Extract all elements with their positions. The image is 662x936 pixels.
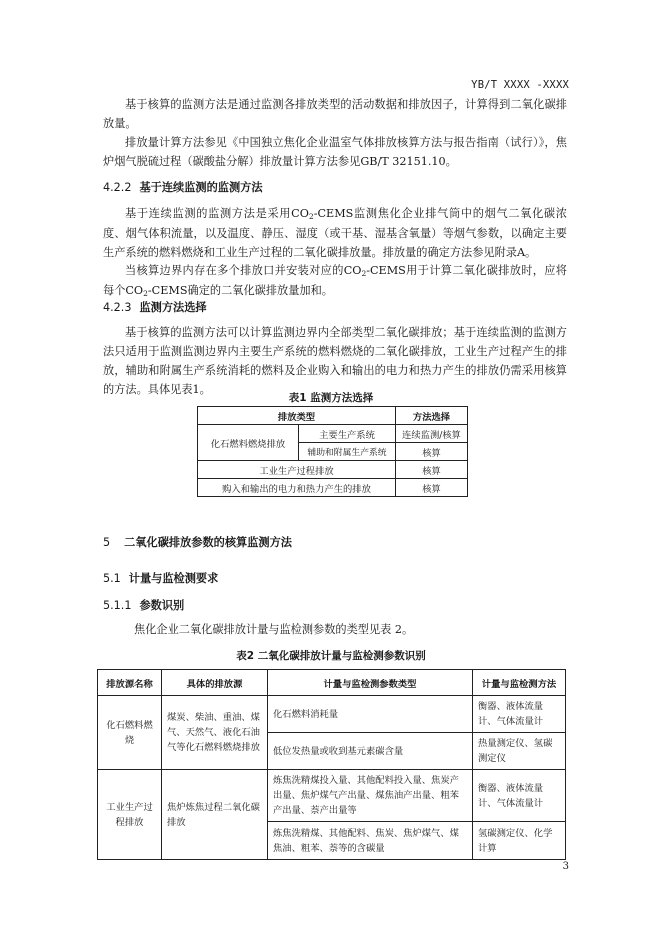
section-title: 参数识别 (139, 599, 185, 612)
section-number: 5 (103, 536, 111, 549)
header-param-type: 计量与监检测参数类型 (268, 670, 473, 696)
cell-power-method: 核算 (396, 479, 468, 497)
section-4-2-3-heading (103, 299, 207, 315)
section-number: 4.2.3 (103, 301, 132, 314)
cell-fossil-name: 化石燃料燃烧 (98, 696, 162, 770)
cell-fossil-source: 煤炭、柴油、重油、煤气、天然气、液化石油气等化石燃料燃烧排放 (162, 696, 268, 770)
paragraph-method-select: 基于核算的监测方法可以计算监测边界内全部类型二氧化碳排放；基于连续监测的监测方法只适用于监测监测边界内主要生产系统的燃料燃烧的二氧化碳排放，工业生产过程产生的排放，辅助和附属生产系统消耗的燃料及企业购入和输出的电力和热力产生的排放仍需采用核算的方法。具体见表1。 (103, 326, 567, 396)
section-number: 5.1.1 (103, 599, 132, 612)
table-parameter-identification (97, 669, 566, 860)
header-specific-source: 具体的排放源 (162, 670, 268, 696)
cell-process-source: 焦炉炼焦过程二氧化碳排放 (162, 770, 268, 860)
section-5-heading (103, 534, 292, 550)
section-5-1-1-heading (103, 597, 184, 613)
cell-power: 购入和输出的电力和热力产生的排放 (198, 479, 396, 497)
table-header-row (98, 670, 566, 696)
cell-process-method: 核算 (396, 461, 468, 479)
table1-caption: 表1 监测方法选择 (288, 392, 374, 404)
section-number: 5.1 (103, 572, 121, 585)
cell-process-method1: 衡器、液体流量计、气体流量计 (473, 770, 566, 822)
table-monitoring-method (197, 406, 468, 497)
table-header-row (198, 407, 468, 425)
section-title: 计量与监检测要求 (128, 572, 219, 585)
table-row (198, 461, 468, 479)
table-row (98, 770, 566, 822)
table-row (98, 696, 566, 733)
header-method: 方法选择 (396, 407, 468, 425)
paragraph-calc-intro: 基于核算的监测方法是通过监测各排放类型的活动数据和排放因子，计算得到二氧化碳排放量。 (103, 98, 567, 130)
header-source-name: 排放源名称 (98, 670, 162, 696)
cell-process-name: 工业生产过程排放 (98, 770, 162, 860)
header-method: 计量与监检测方法 (473, 670, 566, 696)
section-5-1-heading (103, 570, 218, 586)
table-row (198, 479, 468, 497)
paragraph-calc-ref: 排放量计算方法参见《中国独立焦化企业温室气体排放核算方法与报告指南（试行）》，焦炉烟气脱硫过程（碳酸盐分解）排放量计算方法参见GB/T 32151.10。 (103, 136, 567, 168)
cell-process: 工业生产过程排放 (198, 461, 396, 479)
paragraph-params: 焦化企业二氧化碳排放计量与监检测参数的类型见表 2。 (134, 623, 414, 636)
cell-fossil-param2: 低位发热量或收到基元素碳含量 (268, 733, 473, 770)
section-4-2-2-heading (103, 179, 263, 195)
section-title: 监测方法选择 (139, 301, 207, 314)
cell-main-method: 连续监测/核算 (396, 425, 468, 443)
cell-aux-system: 辅助和附属生产系统 (299, 443, 396, 461)
cell-fossil-group: 化石燃料燃烧排放 (198, 425, 299, 461)
paragraph-cems-1: 基于连续监测的监测方法是采用$CO_2$-CEMS监测焦化企业排气筒中的烟气二氧化碳浓度、烟气体积流量，以及温度、静压、湿度（或干基、湿基含氧量）等烟气参数，以确定主要生产系统的燃料燃烧和工业生产过程的二氧化碳排放量。排放量的确定方法参见附录A。 (103, 207, 567, 259)
header-emission-type: 排放类型 (198, 407, 396, 425)
cell-fossil-method1: 衡器、液体流量计、气体流量计 (473, 696, 566, 733)
cell-main-system: 主要生产系统 (299, 425, 396, 443)
cell-process-param1: 炼焦洗精煤投入量、其他配料投入量、焦炭产出量、焦炉煤气产出量、煤焦油产出量、粗苯产出量、萘产出量等 (268, 770, 473, 822)
table2-caption: 表2 二氧化碳排放计量与监检测参数识别 (236, 650, 426, 662)
section-title: 基于连续监测的监测方法 (139, 181, 263, 194)
section-title: 二氧化碳排放参数的核算监测方法 (124, 536, 292, 549)
cell-process-method2: 氢碳测定仪、化学计算 (473, 822, 566, 860)
cell-fossil-method2: 热量测定仪、氢碳测定仪 (473, 733, 566, 770)
standard-code: YB/T XXXX -XXXX (471, 79, 569, 91)
page-number: 3 (562, 861, 569, 872)
cell-fossil-param1: 化石燃料消耗量 (268, 696, 473, 733)
table-row (198, 425, 468, 443)
paragraph-cems-2: 当核算边界内存在多个排放口并安装对应的$CO_2$-CEMS用于计算二氧化碳排放时，应将每个$CO_2$-CEMS确定的二氧化碳排放量加和。 (103, 264, 567, 298)
cell-aux-method: 核算 (396, 443, 468, 461)
section-number: 4.2.2 (103, 181, 132, 194)
cell-process-param2: 炼焦洗精煤、其他配料、焦炭、焦炉煤气、煤焦油、粗苯、萘等的含碳量 (268, 822, 473, 860)
